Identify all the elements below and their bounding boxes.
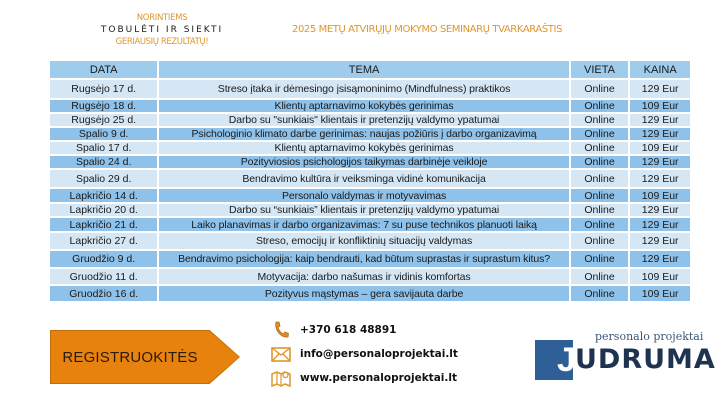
cell-location: Online (570, 268, 630, 285)
cell-price: 109 Eur (629, 285, 691, 302)
cell-date: Lapkričio 27 d. (49, 232, 158, 250)
cell-price: 129 Eur (629, 155, 691, 169)
envelope-icon (270, 344, 292, 364)
cell-topic: Pozityviosios psichologijos taikymas darbinėje veikloje (158, 155, 569, 169)
cell-location: Online (570, 79, 630, 99)
page-title: 2025 METŲ ATVIRŲJŲ MOKYMO SEMINARŲ TVARKARAŠTIS (292, 24, 563, 35)
cell-topic: Streso įtaka ir dėmesingo įsisąmoninimo (Mindfulness) praktikos (158, 79, 569, 99)
phone-icon (270, 320, 292, 340)
cell-price: 129 Eur (629, 217, 691, 232)
column-header-topic: TEMA (158, 60, 569, 79)
cell-date: Gruodžio 9 d. (49, 250, 158, 268)
company-logo (535, 330, 725, 390)
tagline-line-3: GERIAUSIŲ REZULTATŲ! (115, 37, 209, 47)
cell-location: Online (570, 113, 630, 127)
website-link: www.personaloprojektai.lt (300, 372, 457, 384)
cell-location: Online (570, 203, 630, 217)
table-row (49, 155, 691, 169)
cell-location: Online (570, 188, 630, 203)
contact-email[interactable] (270, 342, 458, 366)
cell-price: 109 Eur (629, 268, 691, 285)
register-button[interactable] (50, 330, 240, 384)
table-row (49, 113, 691, 127)
tagline (62, 12, 262, 48)
logo-wordmark: UDRUMA (575, 344, 716, 375)
cell-location: Online (570, 232, 630, 250)
table-row (49, 232, 691, 250)
cell-topic: Klientų aptarnavimo kokybės gerinimas (158, 141, 569, 155)
column-header-date: DATA (49, 60, 158, 79)
cell-date: Spalio 9 d. (49, 127, 158, 141)
table-header-row (49, 60, 691, 79)
cell-topic: Personalo valdymas ir motyvavimas (158, 188, 569, 203)
cell-location: Online (570, 169, 630, 188)
table-row (49, 250, 691, 268)
logo-subtitle: personalo projektai (595, 330, 704, 343)
map-icon (270, 368, 292, 388)
cell-date: Rugsėjo 17 d. (49, 79, 158, 99)
table-row (49, 217, 691, 232)
column-header-price: KAINA (629, 60, 691, 79)
cell-location: Online (570, 155, 630, 169)
cell-date: Spalio 29 d. (49, 169, 158, 188)
cell-date: Gruodžio 11 d. (49, 268, 158, 285)
cell-price: 129 Eur (629, 169, 691, 188)
table-row (49, 285, 691, 302)
cell-location: Online (570, 127, 630, 141)
cell-date: Spalio 24 d. (49, 155, 158, 169)
cell-price: 129 Eur (629, 203, 691, 217)
cell-topic: Klientų aptarnavimo kokybės gerinimas (158, 99, 569, 113)
cell-location: Online (570, 250, 630, 268)
cell-price: 129 Eur (629, 113, 691, 127)
cell-date: Lapkričio 14 d. (49, 188, 158, 203)
cell-date: Spalio 17 d. (49, 141, 158, 155)
cell-price: 129 Eur (629, 250, 691, 268)
cell-date: Lapkričio 21 d. (49, 217, 158, 232)
cell-topic: Laiko planavimas ir darbo organizavimas: 7 su puse technikos planuoti laiką (158, 217, 569, 232)
cell-price: 109 Eur (629, 99, 691, 113)
column-header-location: VIETA (570, 60, 630, 79)
contact-info (270, 318, 458, 390)
cell-location: Online (570, 217, 630, 232)
cell-topic: Darbo su "sunkiais" klientais ir pretenzijų valdymo ypatumai (158, 113, 569, 127)
tagline-line-1: NORINTIEMS (136, 13, 188, 23)
cell-date: Lapkričio 20 d. (49, 203, 158, 217)
contact-phone[interactable] (270, 318, 458, 342)
schedule-table (48, 59, 692, 303)
register-label: REGISTRUOKITĖS (62, 348, 198, 366)
cell-topic: Pozityvus mąstymas – gera savijauta darbe (158, 285, 569, 302)
table-row (49, 169, 691, 188)
table-row (49, 188, 691, 203)
cell-date: Rugsėjo 25 d. (49, 113, 158, 127)
cell-topic: Psichologinio klimato darbe gerinimas: naujas požiūris į darbo organizavimą (158, 127, 569, 141)
table-row (49, 268, 691, 285)
table-row (49, 79, 691, 99)
cell-price: 109 Eur (629, 141, 691, 155)
cell-location: Online (570, 141, 630, 155)
table-row (49, 127, 691, 141)
cell-topic: Bendravimo kultūra ir veiksminga vidinė komunikacija (158, 169, 569, 188)
table-row (49, 99, 691, 113)
phone-number: +370 618 48891 (300, 324, 397, 336)
cell-price: 129 Eur (629, 79, 691, 99)
contact-web[interactable] (270, 366, 458, 390)
cell-price: 109 Eur (629, 188, 691, 203)
cell-price: 129 Eur (629, 127, 691, 141)
logo-letter: J (557, 341, 576, 379)
cell-topic: Bendravimo psichologija: kaip bendrauti, kad būtum suprastas ir suprastum kitus? (158, 250, 569, 268)
cell-location: Online (570, 99, 630, 113)
cell-date: Gruodžio 16 d. (49, 285, 158, 302)
cell-topic: Darbo su “sunkiais” klientais ir pretenzijų valdymo ypatumai (158, 203, 569, 217)
table-row (49, 203, 691, 217)
table-row (49, 141, 691, 155)
cell-location: Online (570, 285, 630, 302)
cell-date: Rugsėjo 18 d. (49, 99, 158, 113)
cell-topic: Motyvacija: darbo našumas ir vidinis komfortas (158, 268, 569, 285)
email-link: info@personaloprojektai.lt (300, 348, 458, 360)
cell-topic: Streso, emocijų ir konfliktinių situacijų valdymas (158, 232, 569, 250)
cell-price: 129 Eur (629, 232, 691, 250)
tagline-line-2: TOBULĖTI IR SIEKTI (100, 25, 224, 35)
